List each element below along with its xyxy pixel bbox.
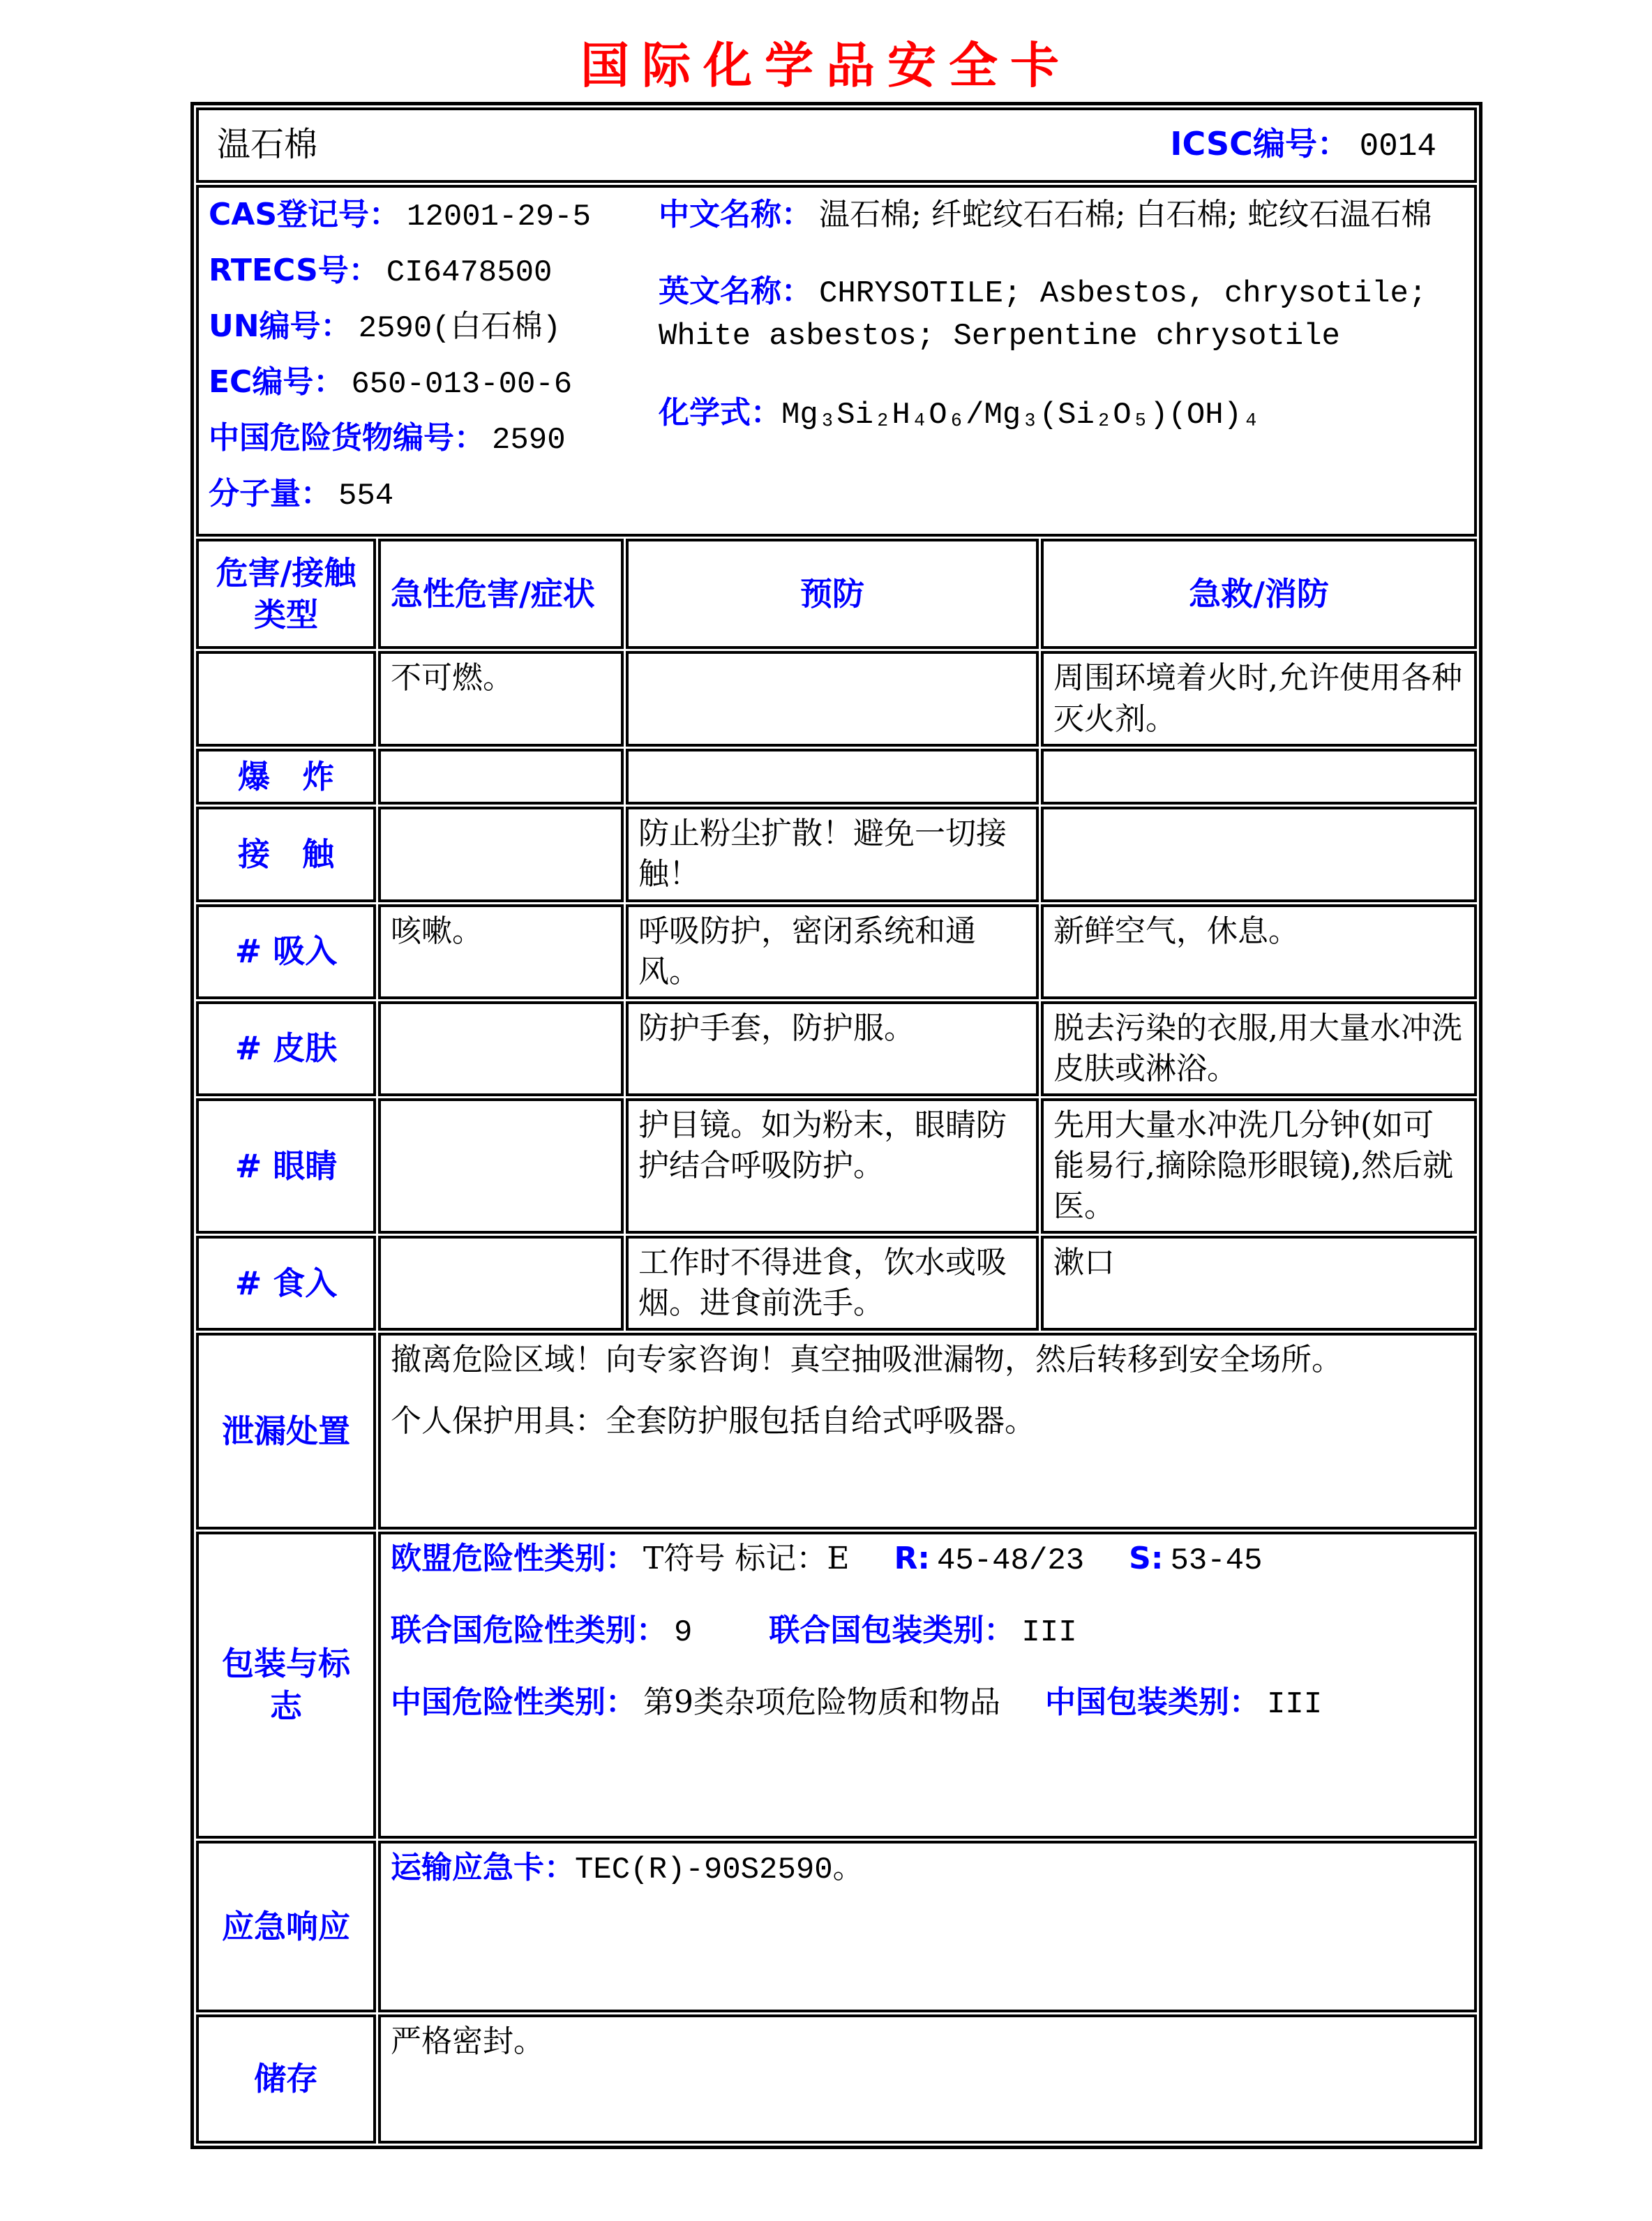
contact-type-cell: 接 触 — [196, 807, 376, 902]
contact-prevention-cell: 防止粉尘扩散！避免一切接触！ — [626, 807, 1039, 902]
eu-class-label: 欧盟危险性类别： — [391, 1541, 636, 1577]
english-name-label: 英文名称： — [659, 274, 812, 310]
hazard-header-row — [196, 539, 1477, 649]
contact-symptoms-cell — [378, 807, 624, 902]
english-name-line — [659, 271, 1464, 357]
transport-card-value: TEC(R)-90S2590。 — [575, 1853, 864, 1888]
explosion-type-cell: 爆 炸 — [196, 749, 376, 805]
hazard-row-skin — [196, 1001, 1477, 1096]
packaging-section-row — [196, 1532, 1477, 1839]
hazard-header-type: 危害/接触类型 — [196, 539, 376, 649]
eu-classification-line — [391, 1539, 1464, 1581]
packaging-section-content — [378, 1532, 1477, 1839]
chinese-name-label: 中文名称： — [659, 197, 812, 232]
rtecs-value: CI6478500 — [386, 255, 553, 291]
hazard-row-fire — [196, 651, 1477, 746]
spill-paragraph-1: 撤离危险区域！向专家咨询！真空抽吸泄漏物，然后转移到安全场所。 — [391, 1342, 1342, 1378]
chinese-name-value: 温石棉; 纤蛇纹石石棉; 白石棉; 蛇纹石温石棉 — [819, 197, 1432, 232]
hazard-row-eyes — [196, 1098, 1477, 1234]
storage-section-row — [196, 2014, 1477, 2144]
identifier-list — [209, 192, 659, 530]
inhalation-symptoms-cell: 咳嗽。 — [378, 904, 624, 999]
un-value: 2590(白石棉) — [358, 311, 561, 347]
transport-card-label: 运输应急卡： — [391, 1850, 575, 1886]
explosion-prevention-cell — [626, 749, 1039, 805]
identifier-line-un — [209, 306, 659, 349]
info-cell — [196, 185, 1477, 537]
name-row — [196, 107, 1477, 183]
cn-class-value: 第9类杂项危险物质和物品 — [643, 1684, 1000, 1721]
identifier-line-molweight — [209, 474, 659, 516]
substance-name: 温石棉 — [217, 125, 318, 165]
cn-class-label: 中国危险性类别： — [391, 1684, 636, 1721]
r-phrases-label: R: — [894, 1541, 930, 1577]
info-content — [209, 192, 1464, 530]
un-label: UN编号： — [209, 308, 352, 345]
cn-classification-line — [391, 1682, 1464, 1725]
un-pack-label: 联合国包装类别： — [769, 1613, 1015, 1649]
molweight-label: 分子量： — [209, 476, 331, 512]
formula-line — [659, 393, 1464, 435]
un-class-value: 9 — [674, 1615, 693, 1651]
explosion-symptoms-cell — [378, 749, 624, 805]
safety-card-table — [190, 102, 1482, 2149]
spill-paragraph-2: 个人保护用具：全套防护服包括自给式呼吸器。 — [391, 1403, 1035, 1439]
un-classification-line — [391, 1610, 1464, 1653]
s-phrases-label: S: — [1129, 1541, 1164, 1577]
names-block — [659, 192, 1464, 530]
identifier-line-cn-dangerous — [209, 418, 659, 461]
eyes-first-aid-cell: 先用大量水冲洗几分钟(如可能易行,摘除隐形眼镜),然后就医。 — [1041, 1098, 1477, 1234]
identifier-line-rtecs — [209, 250, 659, 293]
identifier-line-ec — [209, 362, 659, 405]
skin-type-cell: # 皮肤 — [196, 1001, 376, 1096]
cas-value: 12001-29-5 — [407, 200, 592, 234]
fire-type-cell — [196, 651, 376, 746]
skin-prevention-cell: 防护手套，防护服。 — [626, 1001, 1039, 1096]
inhalation-prevention-cell: 呼吸防护，密闭系统和通风。 — [626, 904, 1039, 999]
inhalation-first-aid-cell: 新鲜空气，休息。 — [1041, 904, 1477, 999]
hazard-row-inhalation — [196, 904, 1477, 999]
icsc-label: ICSC编号： — [1170, 124, 1349, 163]
ingestion-symptoms-cell — [378, 1236, 624, 1331]
spill-section-label: 泄漏处置 — [196, 1333, 376, 1530]
skin-first-aid-cell: 脱去污染的衣服,用大量水冲洗皮肤或淋浴。 — [1041, 1001, 1477, 1096]
storage-section-content: 严格密封。 — [378, 2014, 1477, 2144]
packaging-section-label: 包装与标志 — [196, 1532, 376, 1839]
page-title: 国际化学品安全卡 — [580, 37, 1072, 94]
fire-prevention-cell — [626, 651, 1039, 746]
hazard-row-contact — [196, 807, 1477, 902]
storage-section-label: 储存 — [196, 2014, 376, 2144]
info-row — [196, 185, 1477, 537]
explosion-first-aid-cell — [1041, 749, 1477, 805]
contact-first-aid-cell — [1041, 807, 1477, 902]
un-pack-value: III — [1021, 1615, 1077, 1651]
identifier-line-cas — [209, 195, 659, 237]
formula-value: Mg₃Si₂H₄O₆/Mg₃(Si₂O₅)(OH)₄ — [781, 398, 1261, 433]
un-class-label: 联合国危险性类别： — [391, 1613, 667, 1649]
rtecs-label: RTECS号： — [209, 253, 380, 289]
hazard-row-ingestion — [196, 1236, 1477, 1331]
ingestion-type-cell: # 食入 — [196, 1236, 376, 1331]
hazard-row-explosion — [196, 749, 1477, 805]
spill-section-row — [196, 1333, 1477, 1530]
s-phrases-value: 53-45 — [1170, 1543, 1263, 1579]
fire-symptoms-cell: 不可燃。 — [378, 651, 624, 746]
eu-class-value: T符号 标记：E — [643, 1541, 850, 1577]
skin-symptoms-cell — [378, 1001, 624, 1096]
emergency-section-label: 应急响应 — [196, 1841, 376, 2012]
eyes-prevention-cell: 护目镜。如为粉末，眼睛防护结合呼吸防护。 — [626, 1098, 1039, 1234]
cn-pack-label: 中国包装类别： — [1045, 1684, 1260, 1721]
ingestion-prevention-cell: 工作时不得进食，饮水或吸烟。进食前洗手。 — [626, 1236, 1039, 1331]
chinese-name-line — [659, 195, 1464, 235]
name-cell — [196, 107, 1477, 183]
cas-label: CAS登记号： — [209, 197, 400, 232]
r-phrases-value: 45-48/23 — [936, 1543, 1085, 1579]
hazard-header-prevention: 预防 — [626, 539, 1039, 649]
eyes-symptoms-cell — [378, 1098, 624, 1234]
eyes-type-cell: # 眼睛 — [196, 1098, 376, 1234]
ec-label: EC编号： — [209, 364, 345, 401]
cn-pack-value: III — [1267, 1687, 1323, 1723]
hazard-header-symptoms: 急性危害/症状 — [378, 539, 624, 649]
emergency-section-row — [196, 1841, 1477, 2012]
ec-value: 650-013-00-6 — [351, 367, 573, 403]
formula-label: 化学式： — [659, 395, 781, 431]
cn-dangerous-value: 2590 — [492, 423, 566, 458]
icsc-value: 0014 — [1359, 128, 1436, 165]
cn-dangerous-label: 中国危险货物编号： — [209, 420, 485, 456]
ingestion-first-aid-cell: 漱口 — [1041, 1236, 1477, 1331]
english-name-value: CHRYSOTILE; Asbestos, chrysotile; White asbestos; Serpentine chrysotile — [659, 276, 1427, 354]
emergency-section-content — [378, 1841, 1477, 2012]
molweight-value: 554 — [338, 479, 394, 514]
inhalation-type-cell: # 吸入 — [196, 904, 376, 999]
hazard-header-first-aid: 急救/消防 — [1041, 539, 1477, 649]
icsc-number — [1170, 123, 1436, 168]
fire-first-aid-cell: 周围环境着火时,允许使用各种灭火剂。 — [1041, 651, 1477, 746]
spill-section-content — [378, 1333, 1477, 1530]
name-row-content — [209, 123, 1464, 168]
